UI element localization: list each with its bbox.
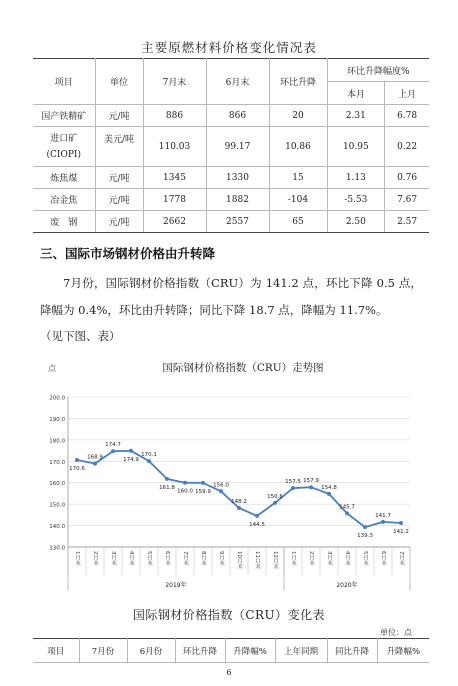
data-point [147,459,151,463]
data-point [183,481,187,485]
row-this-pct: 10.95 [327,127,385,167]
row-change: -104 [269,189,327,211]
row-jun: 866 [206,105,269,127]
cru-header-item: 项目 [33,639,79,663]
data-point [291,486,295,490]
row-change: 10.86 [269,127,327,167]
data-point [273,501,277,505]
row-last-pct: 0.76 [385,167,429,189]
data-point [309,485,313,489]
data-label: 157.5 [285,479,301,486]
header-unit: 单位 [95,59,143,105]
y-tick-label: 130.0 [49,545,65,552]
row-item: 国产铁精矿 [33,105,95,127]
data-point [237,506,241,510]
section-paragraph: 7月份，国际钢材价格指数（CRU）为 141.2 点，环比下降 0.5 点，降幅为 0.4%，环比由升转降；同比下降 18.7 点，降幅为 11.7%。 [40,276,422,317]
row-jul: 1345 [143,167,206,189]
row-item [33,127,95,167]
x-tick-label: 5月末 [146,551,152,566]
data-label: 141.7 [375,512,391,519]
data-label: 161.8 [159,484,175,491]
data-point [93,462,97,466]
x-tick-label: 3月末 [326,551,332,566]
row-this-pct: 2.31 [327,105,385,127]
x-tick-label: 7月末 [182,551,188,566]
cru-table-unit: 单位：点 [380,628,412,637]
x-tick-label: 2月末 [92,551,98,566]
section-heading: 三、国际市场钢材价格由升转降 [40,246,216,261]
x-tick-label: 1月末 [74,551,80,566]
cru-header-mom-pct: 升降幅% [225,639,275,663]
row-item: 冶金焦 [33,189,95,211]
chart-y-unit: 点 [48,364,56,373]
row-unit: 元/吨 [95,167,143,189]
y-tick-label: 140.0 [49,524,65,531]
row-jun: 1882 [206,189,269,211]
data-point [363,525,367,529]
row-change: 15 [269,167,327,189]
x-tick-label: 6月末 [380,551,386,566]
page-number: 6 [226,668,232,677]
data-point [255,514,259,518]
x-tick-label: 4月末 [128,551,134,566]
data-label: 174.7 [105,442,121,449]
x-tick-label: 5月末 [362,551,368,566]
row-jul: 2662 [143,211,206,233]
row-jun: 1330 [206,167,269,189]
data-label: 156.0 [213,482,229,489]
cru-header-jul: 7月份 [79,639,127,663]
y-tick-label: 150.0 [49,502,65,509]
data-point [165,477,169,481]
cru-header-yoy-pct: 升降幅% [377,639,429,663]
materials-table-title: 主要原燃材料价格变化情况表 [141,40,317,55]
cru-header-mom-change: 环比升降 [175,639,225,663]
cru-table-title: 国际钢材价格指数（CRU）变化表 [132,608,326,622]
row-change: 65 [269,211,327,233]
cru-trend-chart [38,360,420,602]
x-tick-label: 9月末 [218,551,224,566]
data-label: 144.5 [249,521,265,528]
row-item: 炼焦煤 [33,167,95,189]
cru-header-yoy-change: 同比升降 [327,639,377,663]
header-last-month: 上月 [385,82,429,105]
x-tick-label: 1月末 [290,551,296,566]
row-jul: 886 [143,105,206,127]
year-group-label: 2020年 [336,582,358,589]
row-unit: 元/吨 [95,189,143,211]
y-tick-label: 170.0 [49,459,65,466]
data-point [381,520,385,524]
x-tick-label: 7月末 [398,551,404,566]
x-tick-label: 3月末 [110,551,116,566]
data-label: 170.1 [141,452,157,459]
data-label: 141.2 [393,529,409,535]
data-label: 168.9 [87,454,103,461]
header-jul-end: 7月末 [143,59,206,105]
data-label: 154.8 [321,484,337,491]
header-item: 项目 [33,59,95,105]
y-tick-label: 200.0 [49,395,65,402]
header-jun-end: 6月末 [206,59,269,105]
materials-price-table [33,58,429,233]
data-point [399,521,403,525]
chart-title: 国际钢材价格指数（CRU）走势图 [162,362,324,374]
row-change: 20 [269,105,327,127]
data-point [219,489,223,493]
data-label: 139.3 [357,533,373,540]
row-last-pct: 7.67 [385,189,429,211]
data-label: 157.9 [303,478,319,485]
y-tick-label: 160.0 [49,481,65,488]
data-point [345,511,349,515]
row-this-pct: -5.53 [327,189,385,211]
data-label: 174.9 [123,456,139,463]
data-point [129,449,133,453]
row-unit: 元/吨 [95,105,143,127]
data-label: 150.6 [267,493,283,500]
row-item-line1: 进口矿 [50,133,78,144]
row-unit: 元/吨 [95,211,143,233]
x-tick-label: 6月末 [164,551,170,566]
row-last-pct: 2.57 [385,211,429,233]
data-point [201,481,205,485]
row-jun: 99.17 [206,127,269,167]
row-unit: 美元/吨 [95,127,143,167]
data-label: 170.6 [69,466,85,472]
cru-change-table [33,638,429,663]
row-last-pct: 6.78 [385,105,429,127]
row-item: 废 钢 [33,211,95,233]
y-tick-label: 180.0 [49,438,65,445]
row-jul: 110.03 [143,127,206,167]
data-point [327,492,331,496]
x-tick-label: 4月末 [344,551,350,566]
row-this-pct: 2.50 [327,211,385,233]
cru-header-last-year: 上年同期 [275,639,327,663]
x-tick-label: 2月末 [308,551,314,566]
data-point [111,449,115,453]
x-tick-label: 10月末 [236,551,242,569]
x-tick-label: 12月末 [272,551,278,569]
y-tick-label: 190.0 [49,416,65,423]
data-label: 145.7 [339,504,355,511]
x-tick-label: 11月末 [254,551,260,569]
data-label: 160.0 [177,488,193,495]
data-label: 159.9 [195,488,211,495]
header-mom-pct-group: 环比升降幅度% [327,59,429,82]
row-last-pct: 0.22 [385,127,429,167]
cru-header-jun: 6月份 [127,639,175,663]
header-this-month: 本月 [327,82,385,105]
row-item-line2: (CIOPI) [46,149,81,160]
data-point [75,458,79,462]
year-group-label: 2019年 [165,582,187,589]
data-label: 148.2 [231,499,247,505]
row-jul: 1778 [143,189,206,211]
row-this-pct: 1.13 [327,167,385,189]
header-mom-change: 环比升降 [269,59,327,105]
section-note: （见下图、表） [40,329,121,343]
row-jun: 2557 [206,211,269,233]
x-tick-label: 8月末 [200,551,206,566]
